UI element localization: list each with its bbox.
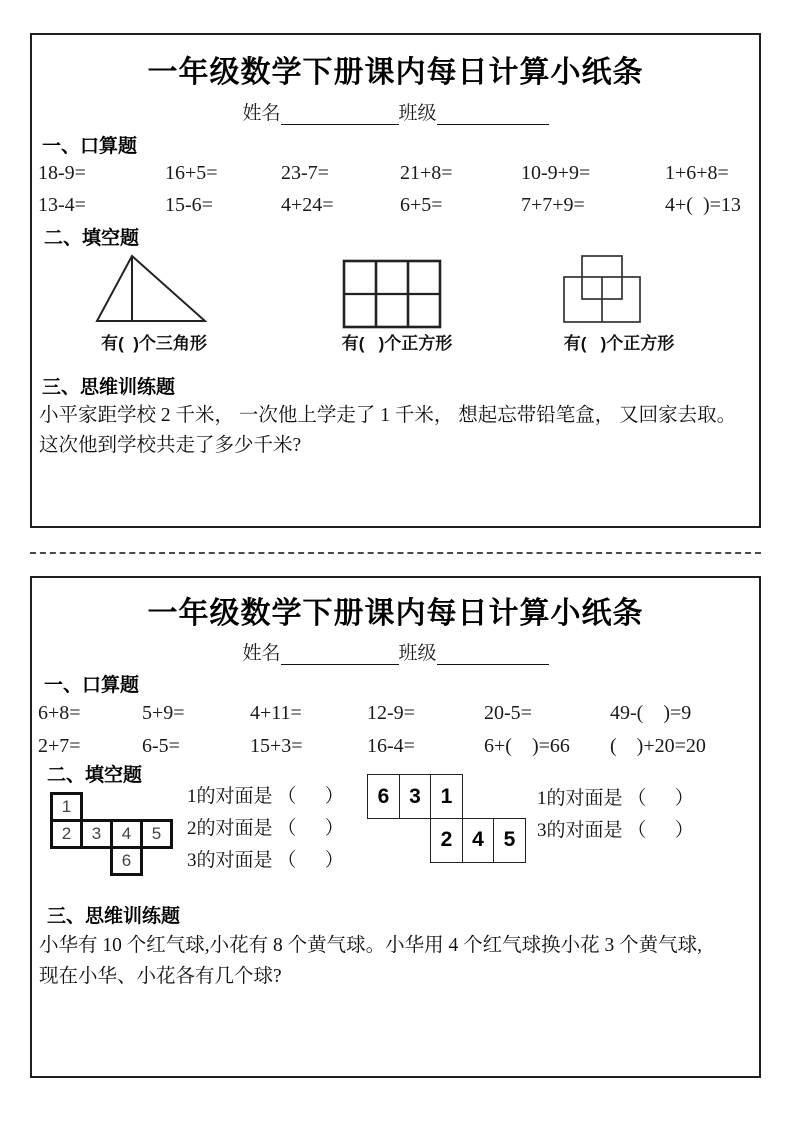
- math-problem: 18-9=: [38, 162, 86, 184]
- class-label: 班级: [398, 643, 437, 664]
- math-problem: 6+8=: [38, 702, 81, 724]
- net-cell: 5: [493, 818, 526, 863]
- math-problem: 4+11=: [250, 702, 302, 724]
- name-label: 姓名: [242, 103, 281, 124]
- math-problem: 4+24=: [281, 194, 334, 216]
- class-label: 班级: [398, 103, 437, 124]
- net-cell: 1: [430, 774, 463, 819]
- cube-net-figure: [367, 774, 532, 866]
- worksheet-2: [30, 576, 761, 1078]
- math-problem: 7+7+9=: [521, 194, 585, 216]
- name-blank: [281, 104, 399, 125]
- net-cell: 3: [80, 819, 113, 849]
- math-problem: 12-9=: [367, 702, 415, 724]
- net-cell: 4: [462, 818, 495, 863]
- net-cell: 2: [430, 818, 463, 863]
- class-blank: [437, 104, 549, 125]
- math-problem: 23-7=: [281, 162, 329, 184]
- page-title: 一年级数学下册课内每日计算小纸条: [147, 56, 644, 89]
- math-problem: 15-6=: [165, 194, 213, 216]
- net-cell: 4: [110, 819, 143, 849]
- math-problem: 13-4=: [38, 194, 86, 216]
- triangle-figure-label: 有( )个三角形: [101, 334, 207, 353]
- name-blank: [281, 644, 399, 665]
- section-heading-thinking: 三、思维训练题: [42, 377, 176, 398]
- class-blank: [437, 644, 549, 665]
- opposite-face-question: 2的对面是 （ ）: [187, 818, 344, 839]
- section-heading-oral-calc: 一、口算题: [42, 136, 138, 157]
- section-heading-oral-calc: 一、口算题: [44, 675, 140, 696]
- opposite-face-question: 3的对面是 （ ）: [187, 850, 344, 871]
- math-problem: 49-( )=9: [610, 702, 692, 724]
- math-problem: 21+8=: [400, 162, 453, 184]
- net-cell: 6: [367, 774, 400, 819]
- math-problem: ( )+20=20: [610, 735, 706, 757]
- name-label: 姓名: [242, 643, 281, 664]
- opposite-face-question: 1的对面是 （ ）: [537, 788, 694, 809]
- math-problem: 16-4=: [367, 735, 415, 757]
- section-heading-thinking: 三、思维训练题: [47, 906, 181, 927]
- section-heading-fill-blank: 二、填空题: [47, 765, 143, 786]
- grid-rectangle-figure: [342, 259, 442, 329]
- math-problem: 20-5=: [484, 702, 532, 724]
- word-problem-line: 这次他到学校共走了多少千米?: [39, 435, 302, 456]
- math-problem: 16+5=: [165, 162, 218, 184]
- math-problem: 6+( )=66: [484, 735, 570, 757]
- net-cell: 1: [50, 792, 83, 822]
- worksheet-1: [30, 33, 761, 528]
- name-class-line: [32, 638, 759, 665]
- name-class-line: [32, 98, 759, 125]
- grid-figure-label: 有( )个正方形: [341, 334, 453, 353]
- word-problem-line: 小华有 10 个红气球,小花有 8 个黄气球。小华用 4 个红气球换小花 3 个黄气球,: [39, 935, 703, 956]
- squares-figure-label: 有( )个正方形: [563, 334, 675, 353]
- math-problem: 1+6+8=: [665, 162, 729, 184]
- net-cell: 2: [50, 819, 83, 849]
- page-title: 一年级数学下册课内每日计算小纸条: [147, 597, 644, 630]
- word-problem-line: 现在小华、小花各有几个球?: [39, 966, 282, 987]
- math-problem: 6+5=: [400, 194, 443, 216]
- net-cell: 5: [140, 819, 173, 849]
- math-problem: 10-9+9=: [521, 162, 591, 184]
- problem-row: [38, 702, 760, 725]
- net-cell: 6: [110, 846, 143, 876]
- problem-row: [38, 162, 760, 185]
- problem-row: [38, 194, 760, 217]
- opposite-face-question: 1的对面是 （ ）: [187, 786, 344, 807]
- math-problem: 15+3=: [250, 735, 303, 757]
- word-problem-line: 小平家距学校 2 千米， 一次他上学走了 1 千米， 想起忘带铅笔盒， 又回家去取。: [39, 405, 737, 426]
- math-problem: 4+( )=13: [665, 194, 741, 216]
- math-problem: 2+7=: [38, 735, 81, 757]
- cut-line: [30, 552, 761, 554]
- problem-row: [38, 735, 760, 758]
- triangle-figure: [95, 254, 207, 324]
- math-problem: 5+9=: [142, 702, 185, 724]
- cube-net-figure: [50, 792, 180, 882]
- net-cell: 3: [399, 774, 432, 819]
- math-problem: 6-5=: [142, 735, 180, 757]
- section-heading-fill-blank: 二、填空题: [44, 228, 140, 249]
- overlapping-squares-figure: [562, 254, 644, 324]
- opposite-face-question: 3的对面是 （ ）: [537, 820, 694, 841]
